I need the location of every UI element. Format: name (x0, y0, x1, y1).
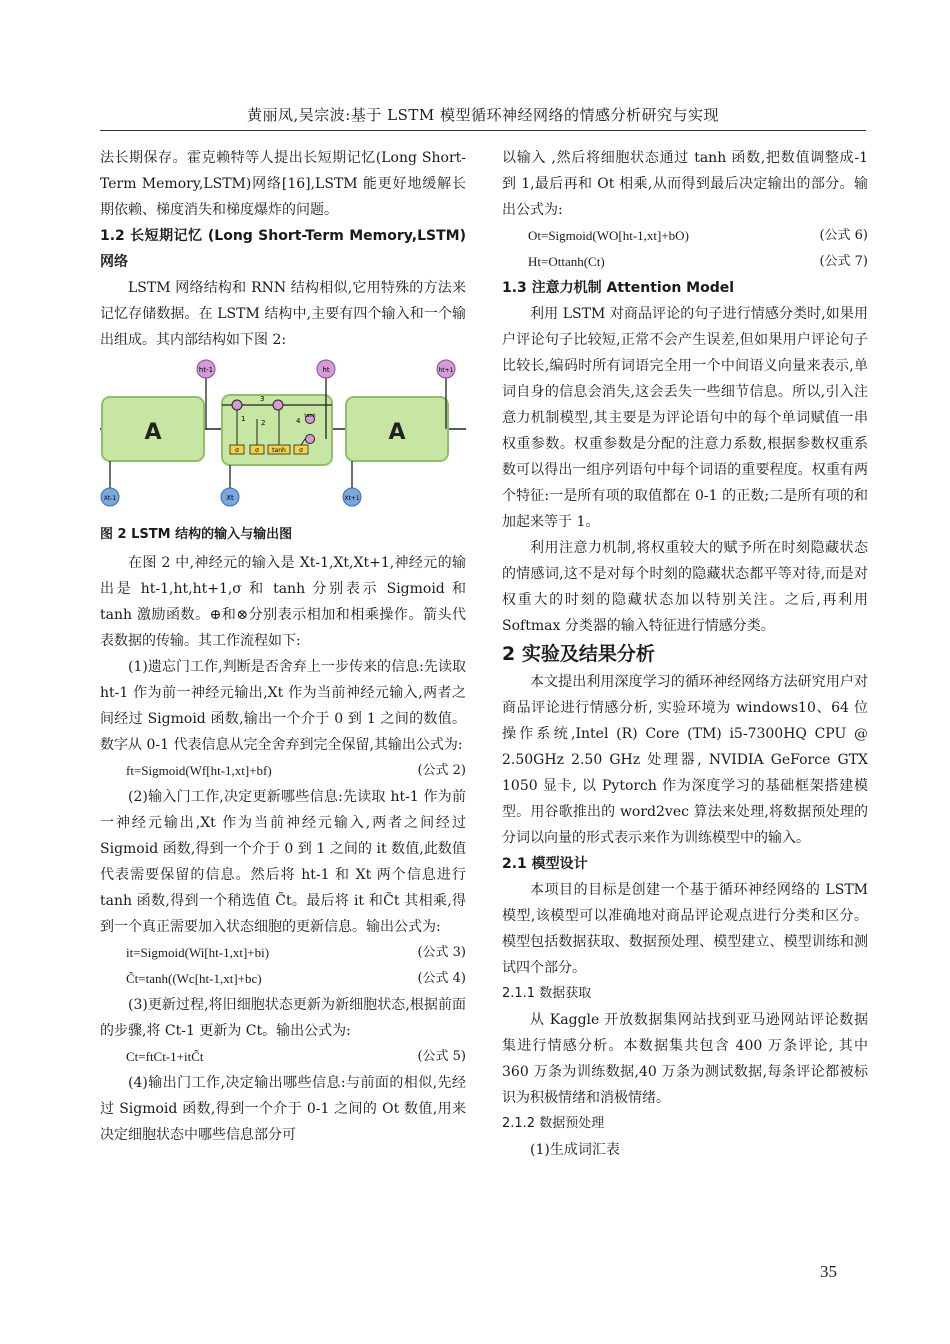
formula-3-eq: it=Sigmoid(Wi[ht-1,xt]+bi) (126, 945, 270, 960)
formula-7-label: (公式 7) (819, 254, 868, 269)
gate-label-1: σ (235, 447, 239, 454)
formula-6-label: (公式 6) (819, 228, 868, 243)
formula-4 (100, 966, 466, 992)
paragraph-step-4: (4)输出门工作,决定输出哪些信息:与前面的相似,先经过 Sigmoid 函数,得到一个介于 0-1 之间的 Ot 数值,用来决定细胞状态中哪些信息部分可 (100, 1075, 466, 1143)
paragraph-attention-2: 利用注意力机制,将权重较大的赋予所在时刻隐藏状态的情感词,这不是对每个时刻的隐藏状态都平等对待,而是对权重大的时刻的隐藏状态加以特别关注。之后,再利用 Softmax 分类器的输入特征进行情感分类。 (502, 540, 868, 634)
lstm-structure-figure (100, 359, 466, 511)
tanh-label: tanh (304, 413, 316, 419)
formula-4-label: (公式 4) (417, 971, 466, 986)
figure-caption: 图 2 LSTM 结构的输入与输出图 (100, 527, 293, 542)
section-heading-2-1-2: 2.1.2 数据预处理 (502, 1116, 605, 1131)
section-heading-2: 2 实验及结果分析 (502, 643, 655, 665)
step-3: 3 (260, 395, 265, 403)
right-column (502, 145, 868, 1163)
gate-label-3: tanh (272, 447, 286, 454)
left-column (100, 145, 466, 1148)
output-multiply-node (306, 435, 315, 444)
output-label-middle: ht (322, 366, 330, 374)
section-heading-2-1: 2.1 模型设计 (502, 856, 588, 872)
formula-3 (100, 940, 466, 966)
paragraph-experiment: 本文提出利用深度学习的循环神经网络方法研究用户对商品评论进行情感分析, 实验环境为 windows10、64 位操作系统,Intel (R) Core (TM) i5-7300HQ CPU @ 2.50GHz 2.50 GHz 处理器, NVIDIA GeForce GTX 1050 显卡, 以 Pytorch 作为深度学习的基础框架搭建模型。用谷歌推出的 word2vec 算法来处理,将数据预处理的分词以向量的形式表示来作为训练模型中的输入。 (502, 674, 868, 846)
step-1: 1 (241, 415, 246, 423)
step-2: 2 (261, 419, 266, 427)
formula-6-eq: Ot=Sigmoid(WO[ht-1,xt]+bO) (528, 228, 689, 243)
input-label-right: Xt+1 (344, 495, 360, 502)
formula-7-eq: Ht=Ottanh(Ct) (528, 254, 605, 269)
formula-7 (502, 249, 868, 275)
formula-5-eq: Ct=ftCt-1+itC̃t (126, 1049, 204, 1064)
paragraph-data-acquisition: 从 Kaggle 开放数据集网站找到亚马逊网站评论数据集进行情感分析。本数据集共包含 400 万条评论, 其中 360 万条为训练数据,40 万条为测试数据,每条评论都被标识为积极情绪和消极情绪。 (502, 1012, 868, 1106)
output-label-left: ht-1 (198, 366, 214, 374)
input-label-middle: Xt (226, 494, 234, 502)
formula-2-eq: ft=Sigmoid(Wf[ht-1,xt]+bf) (126, 763, 272, 778)
formula-3-label: (公式 3) (417, 945, 466, 960)
section-heading-1-2: 1.2 长短期记忆 (Long Short-Term Memory,LSTM)网络 (100, 228, 466, 270)
paragraph-continued: 以输入 ,然后将细胞状态通过 tanh 函数,把数值调整成-1 到 1,最后再和 Ot 相乘,从而得到最后决定输出的部分。输出公式为: (502, 150, 868, 218)
add-node (273, 400, 283, 410)
step-4: 4 (296, 417, 301, 425)
paragraph-step-2: (2)输入门工作,决定更新哪些信息:先读取 ht-1 作为前一神经元输出,Xt 作为当前神经元输入,两者之间经过 Sigmoid 函数,得到一个介于 0 到 1 之间的 it 数值,此数值代表需要保留的信息。然后将 ht-1 和 Xt 两个信息进行 tanh 函数,得到一个稍选值 C̃t。最后将 it 和C̃t 其相乘,得到一个真正需要加入状态细胞的更新信息。输出公式为: (100, 789, 466, 935)
formula-2 (100, 758, 466, 784)
gate-label-4: σ (299, 447, 303, 454)
page-number: 35 (820, 1262, 837, 1281)
output-label-right: ht+1 (438, 367, 454, 374)
formula-6 (502, 223, 868, 249)
formula-5 (100, 1044, 466, 1070)
header-rule (100, 130, 866, 131)
paragraph-intro: 法长期保存。霍克赖特等人提出长短期记忆(Long Short-Term Memory,LSTM)网络[16],LSTM 能更好地缓解长期依赖、梯度消失和梯度爆炸的问题。 (100, 150, 466, 218)
paragraph-figure-desc: 在图 2 中,神经元的输入是 Xt-1,Xt,Xt+1,神经元的输出是 ht-1,ht,ht+1,σ 和 tanh 分别表示 Sigmoid 和 tanh 激励函数。⊕和⊗分别表示相加和相乘操作。箭头代表数据的传输。其工作流程如下: (100, 555, 466, 649)
running-header: 黄丽凤,吴宗波:基于 LSTM 模型循环神经网络的情感分析研究与实现 (247, 106, 719, 124)
paragraph-step-3: (3)更新过程,将旧细胞状态更新为新细胞状态,根据前面的步骤,将 Ct-1 更新为 Ct。输出公式为: (100, 997, 466, 1039)
formula-5-label: (公式 5) (417, 1049, 466, 1064)
cell-label-right: A (388, 420, 406, 445)
section-heading-2-1-1: 2.1.1 数据获取 (502, 986, 592, 1001)
paragraph-vocab: (1)生成词汇表 (530, 1142, 620, 1158)
cell-label-left: A (144, 420, 162, 445)
paragraph-model-design: 本项目的目标是创建一个基于循环神经网络的 LSTM 模型,该模型可以准确地对商品评论观点进行分类和区分。模型包括数据获取、数据预处理、模型建立、模型训练和测试四个部分。 (502, 882, 868, 976)
gate-label-2: σ (255, 447, 259, 454)
paragraph-step-1: (1)遗忘门工作,判断是否舍弃上一步传来的信息:先读取 ht-1 作为前一神经元输出,Xt 作为当前神经元输入,两者之间经过 Sigmoid 函数,输出一个介于 0 到 1 之间的数值。数字从 0-1 代表信息从完全舍弃到完全保留,其输出公式为: (100, 659, 466, 753)
paragraph-attention-1: 利用 LSTM 对商品评论的句子进行情感分类时,如果用户评论句子比较短,正常不会产生误差,但如果用户评论句子比较长,编码时所有词语完全用一个中间语义向量来表示,单词自身的信息会消失,这会丢失一些细节信息。所以,引入注意力机制模型,其主要是为评论语句中的每个单词赋值一串权重参数。权重参数是分配的注意力系数,根据参数权重系数可以得出一组序列语句中每个词语的重要程度。权重有两个特征:一是所有项的取值都在 0-1 的正数;二是所有项的和加起来等于 1。 (502, 306, 868, 530)
section-heading-1-3: 1.3 注意力机制 Attention Model (502, 280, 735, 296)
input-label-left: Xt-1 (103, 495, 117, 502)
paragraph-lstm: LSTM 网络结构和 RNN 结构相似,它用特殊的方法来记忆存储数据。在 LSTM 结构中,主要有四个输入和一个输出组成。其内部结构如下图 2: (100, 280, 466, 348)
multiply-node (232, 400, 242, 410)
formula-2-label: (公式 2) (417, 763, 466, 778)
formula-4-eq: C̃t=tanh((Wc[ht-1,xt]+bc) (126, 971, 262, 986)
